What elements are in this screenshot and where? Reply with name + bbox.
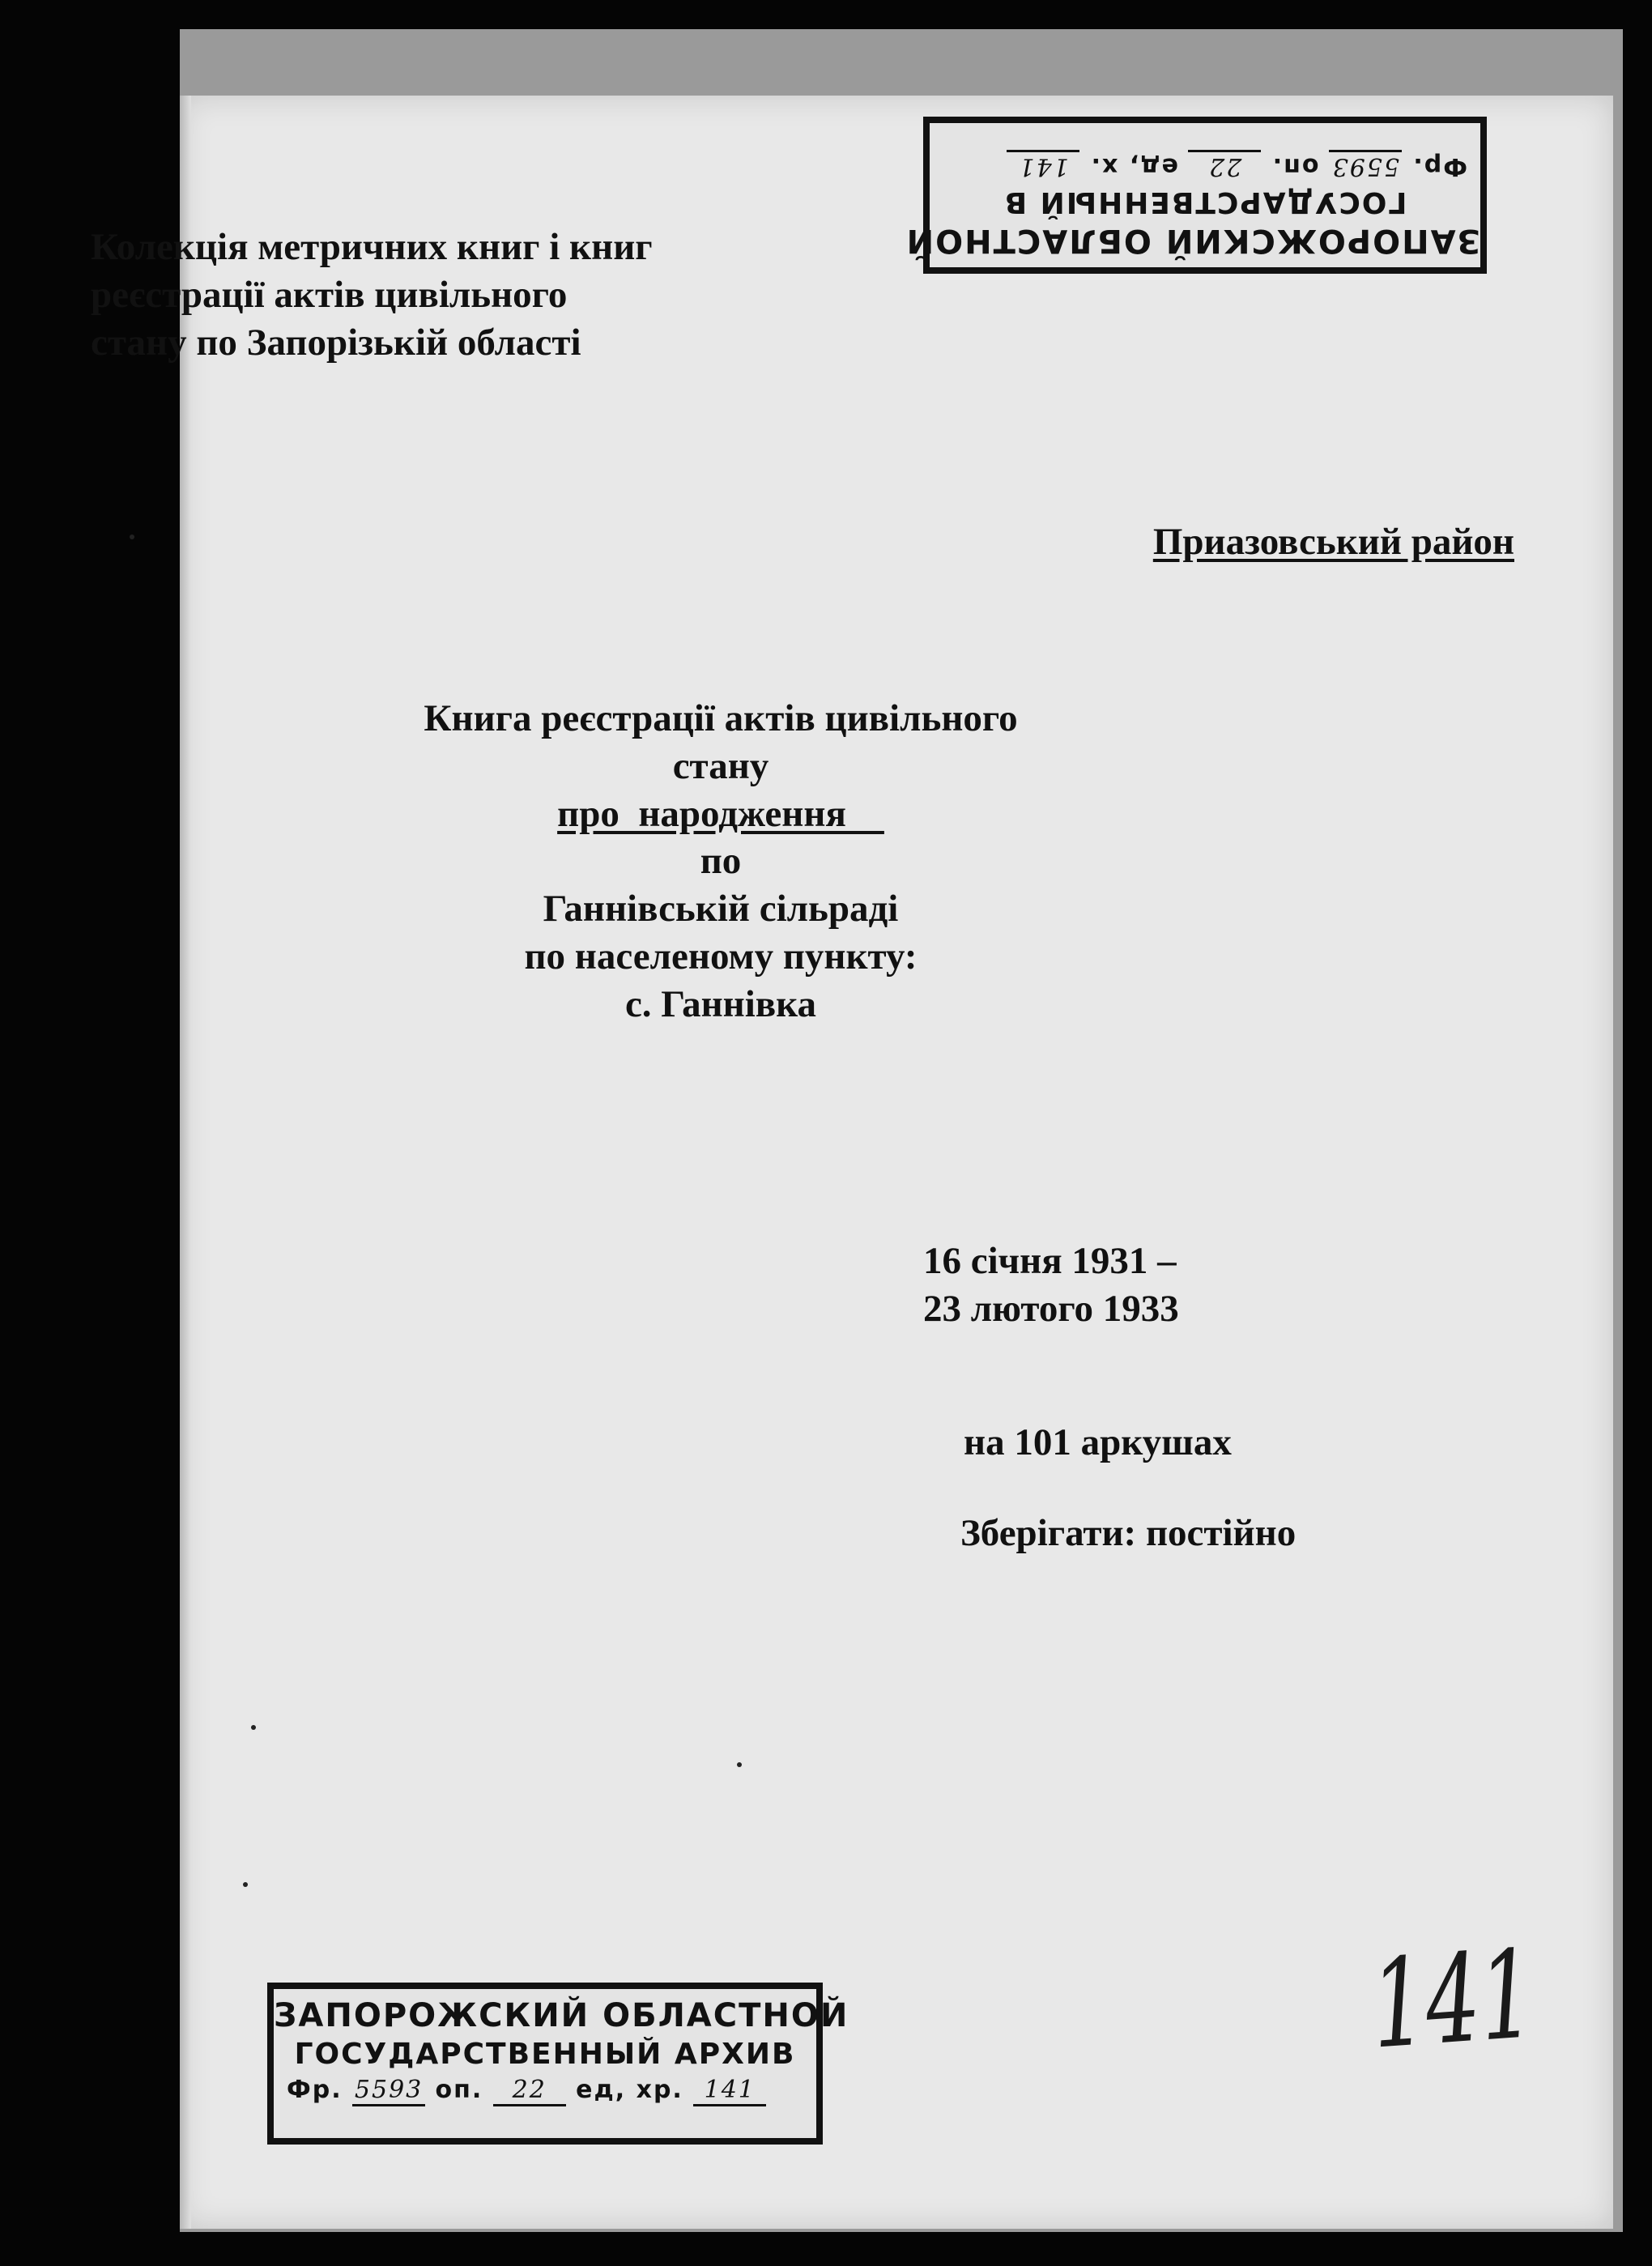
page-spine bbox=[180, 96, 191, 2229]
archive-stamp-top bbox=[905, 117, 1487, 274]
archive-stamp-bottom bbox=[267, 1983, 849, 2145]
stamp-top-reference bbox=[930, 150, 1480, 181]
date-end: 23 лютого 1933 bbox=[923, 1287, 1179, 1330]
book-title-line-2-suffix: по bbox=[700, 840, 742, 883]
book-title-line-2-prefix: стану bbox=[672, 744, 769, 787]
book-title-record-type: про народження bbox=[557, 792, 884, 835]
document-page bbox=[180, 96, 1613, 2229]
book-title-line-3: Ганнівській сільраді bbox=[543, 888, 899, 930]
stamp-bottom-reference bbox=[274, 2076, 816, 2106]
book-title-line-2 bbox=[308, 743, 1134, 885]
book-title-line-1: Книга реєстрації актів цивільного bbox=[424, 697, 1018, 739]
scan-speck bbox=[251, 1725, 256, 1730]
stamp-top-unit: 141 bbox=[1007, 150, 1079, 181]
scan-speck bbox=[737, 1762, 742, 1767]
stamp-top-line2: ГОСУДАРСТВЕННЫЙ В bbox=[1003, 185, 1407, 219]
stamp-bottom-line2: ГОСУДАРСТВЕННЫЙ АРХИВ bbox=[294, 2038, 796, 2071]
stamp-bottom-fond-label: Фр. bbox=[287, 2076, 343, 2104]
stamp-bottom-unit: 141 bbox=[693, 2076, 766, 2106]
stamp-top-unit-label: ед, х. bbox=[1089, 152, 1178, 181]
stamp-top-fond: 5593 bbox=[1329, 150, 1402, 181]
stamp-top-line1: ЗАПОРОЖСКИЙ ОБЛАСТНОЙ bbox=[905, 222, 1480, 259]
date-start: 16 січня 1931 – bbox=[923, 1240, 1177, 1282]
stamp-bottom-opis-label: оп. bbox=[435, 2076, 483, 2104]
stamp-top-opis: 22 bbox=[1188, 150, 1261, 181]
book-title-line-5: с. Ганнівка bbox=[624, 982, 817, 1025]
scan-speck bbox=[130, 535, 134, 539]
district-name: Приазовський район bbox=[1152, 521, 1514, 563]
book-title bbox=[308, 695, 1134, 1028]
sheet-count: на 101 аркушах bbox=[964, 1421, 1232, 1463]
collection-title bbox=[91, 224, 820, 366]
stamp-bottom-line1: ЗАПОРОЖСКИЙ ОБЛАСТНОЙ bbox=[274, 1997, 849, 2034]
collection-line-3: стану по Запорізькій області bbox=[91, 321, 581, 364]
book-title-line-4: по населеному пункту: bbox=[524, 935, 918, 978]
stamp-bottom-opis: 22 bbox=[493, 2076, 566, 2106]
collection-line-2: реєстрації актів цивільного bbox=[91, 273, 568, 316]
retention-note: Зберігати: постійно bbox=[960, 1512, 1296, 1554]
collection-line-1: Колекція метричних книг і книг bbox=[91, 226, 653, 268]
stamp-bottom-fond: 5593 bbox=[352, 2076, 425, 2106]
date-range bbox=[923, 1237, 1409, 1333]
stamp-top-opis-label: оп. bbox=[1271, 152, 1319, 181]
stamp-top-fond-label: Фр. bbox=[1411, 152, 1467, 181]
stamp-bottom-unit-label: ед, хр. bbox=[576, 2076, 683, 2104]
scan-speck bbox=[243, 1882, 248, 1887]
handwritten-file-number: 141 bbox=[1367, 1924, 1539, 2076]
